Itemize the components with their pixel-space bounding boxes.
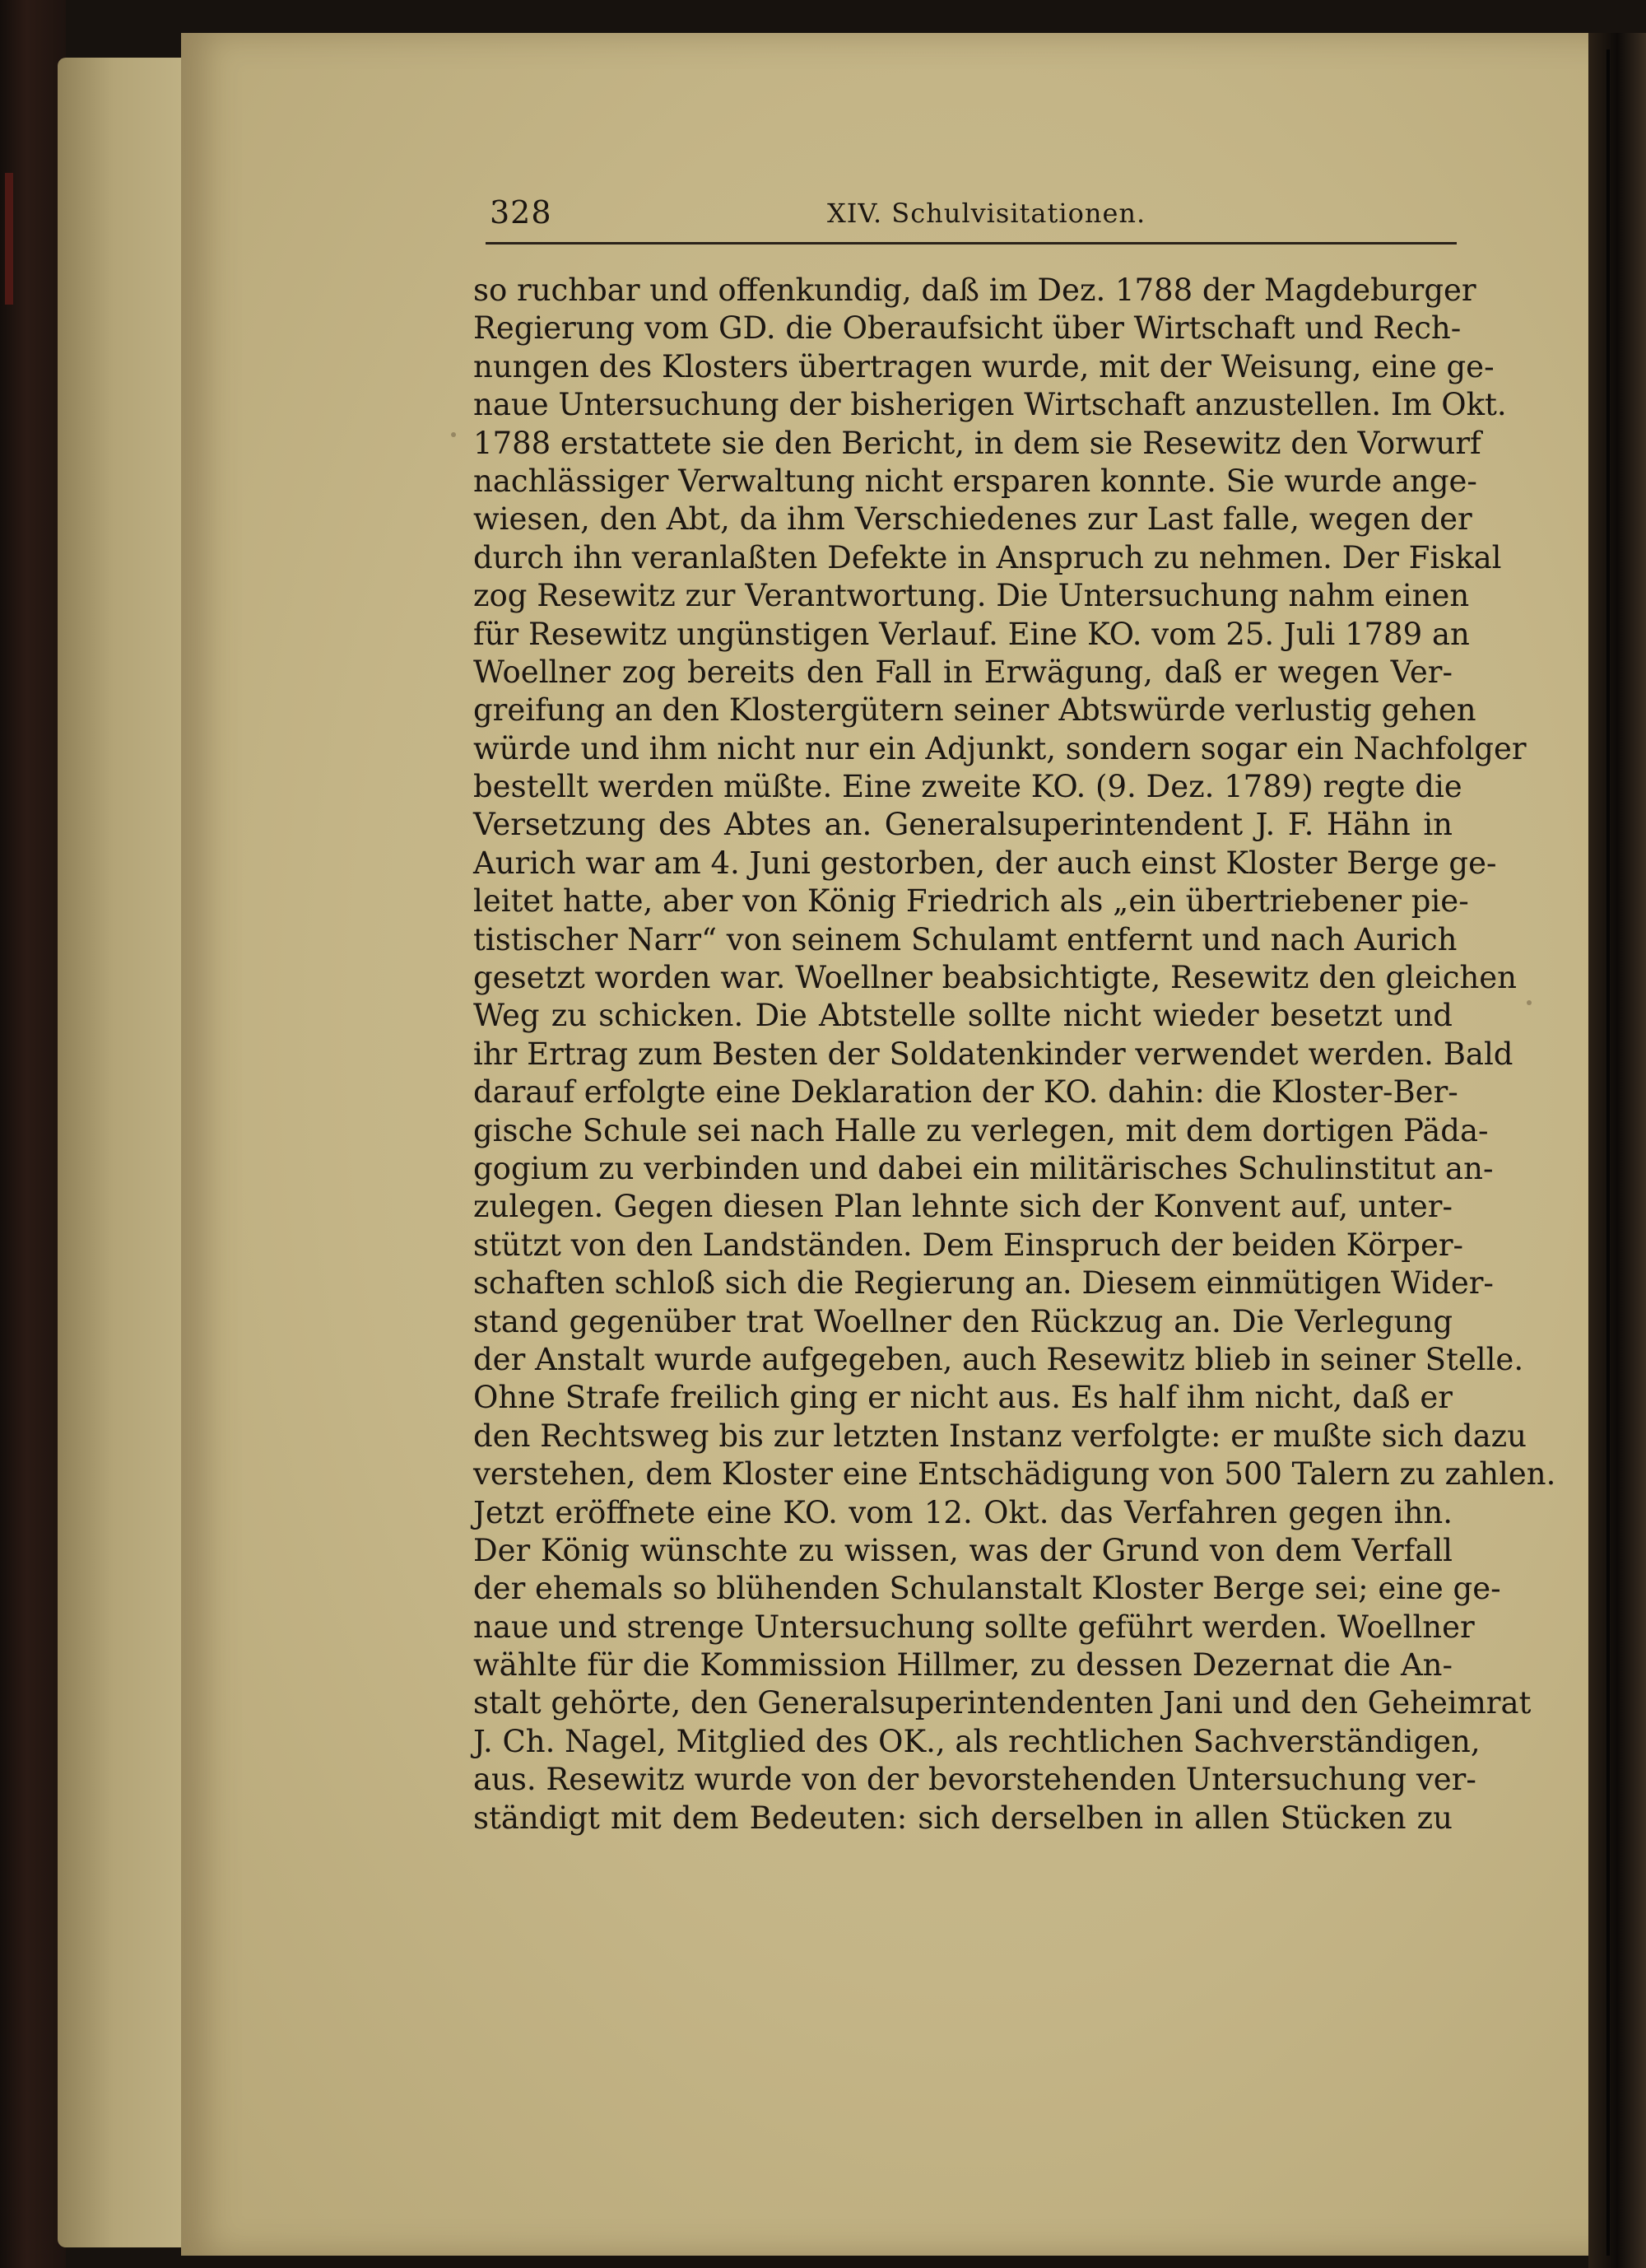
- paper-speck: [1527, 1000, 1532, 1005]
- text-line: Versetzung des Abtes an. Generalsuperintendent J. F. Hähn in: [473, 807, 1453, 843]
- text-line: der Anstalt wurde aufgegeben, auch Resewitz blieb in seiner Stelle.: [473, 1341, 1524, 1377]
- text-line: stalt gehörte, den Generalsuperintendenten Jani und den Geheimrat: [473, 1685, 1532, 1721]
- text-line: Woellner zog bereits den Fall in Erwägung, daß er wegen Ver-: [473, 654, 1453, 690]
- text-line: nungen des Klosters übertragen wurde, mit der Weisung, eine ge-: [473, 348, 1495, 384]
- text-line: ständigt mit dem Bedeuten: sich derselben in allen Stücken zu: [473, 1800, 1453, 1836]
- text-line: naue und strenge Untersuchung sollte geführt werden. Woellner: [473, 1609, 1475, 1645]
- text-line: aus. Resewitz wurde von der bevorstehenden Untersuchung ver-: [473, 1762, 1476, 1798]
- text-line: greifung an den Klostergütern seiner Abtswürde verlustig gehen: [473, 692, 1476, 729]
- running-head: XIV. Schulvisitationen.: [827, 198, 1146, 229]
- page-header: [490, 188, 1453, 237]
- text-line: durch ihn veranlaßten Defekte in Anspruch zu nehmen. Der Fiskal: [473, 539, 1502, 575]
- text-line: J. Ch. Nagel, Mitglied des OK., als rechtlichen Sachverständigen,: [473, 1723, 1481, 1759]
- text-line: verstehen, dem Kloster eine Entschädigung von 500 Talern zu zahlen.: [473, 1456, 1556, 1493]
- text-line: naue Untersuchung der bisherigen Wirtschaft anzustellen. Im Okt.: [473, 387, 1507, 423]
- text-line: so ruchbar und offenkundig, daß im Dez. 1788 der Magdeburger: [473, 272, 1476, 308]
- text-line: Der König wünschte zu wissen, was der Grund von dem Verfall: [473, 1532, 1453, 1568]
- text-line: nachlässiger Verwaltung nicht ersparen konnte. Sie wurde ange-: [473, 463, 1477, 499]
- text-line: zog Resewitz zur Verantwortung. Die Untersuchung nahm einen: [473, 578, 1470, 614]
- book-cover-edge: [0, 0, 66, 2268]
- text-line: den Rechtsweg bis zur letzten Instanz verfolgte: er mußte sich dazu: [473, 1418, 1527, 1454]
- page-stack-edge: [58, 58, 198, 2247]
- text-line: zulegen. Gegen diesen Plan lehnte sich der Konvent auf, unter-: [473, 1189, 1453, 1225]
- cover-red-mark: [5, 173, 13, 305]
- text-line: schaften schloß sich die Regierung an. Diesem einmütigen Wider-: [473, 1265, 1494, 1302]
- text-line: leitet hatte, aber von König Friedrich als „ein übertriebener pie-: [473, 883, 1469, 920]
- text-line: darauf erfolgte eine Deklaration der KO. dahin: die Kloster-Ber-: [473, 1074, 1458, 1111]
- text-line: wählte für die Kommission Hillmer, zu dessen Dezernat die An-: [473, 1647, 1453, 1684]
- right-gutter: [1588, 33, 1646, 2268]
- text-line: wiesen, den Abt, da ihm Verschiedenes zur Last falle, wegen der: [473, 501, 1472, 538]
- text-line: Regierung vom GD. die Oberaufsicht über Wirtschaft und Rech-: [473, 310, 1462, 347]
- text-line: würde und ihm nicht nur ein Adjunkt, sondern sogar ein Nachfolger: [473, 730, 1527, 766]
- text-line: Weg zu schicken. Die Abtstelle sollte nicht wieder besetzt und: [473, 998, 1453, 1034]
- gutter-line: [1606, 49, 1610, 2256]
- text-line: Ohne Strafe freilich ging er nicht aus. Es half ihm nicht, daß er: [473, 1380, 1453, 1416]
- header-rule: [486, 242, 1457, 244]
- text-line: tistischer Narr“ von seinem Schulamt entfernt und nach Aurich: [473, 921, 1458, 957]
- body-text: [473, 272, 1556, 1837]
- text-line: ihr Ertrag zum Besten der Soldatenkinder verwendet werden. Bald: [473, 1036, 1513, 1072]
- text-line: gesetzt worden war. Woellner beabsichtigte, Resewitz den gleichen: [473, 960, 1518, 996]
- text-line: Aurich war am 4. Juni gestorben, der auch einst Kloster Berge ge-: [473, 845, 1497, 881]
- text-line: Jetzt eröffnete eine KO. vom 12. Okt. das Verfahren gegen ihn.: [473, 1494, 1453, 1530]
- text-line: gogium zu verbinden und dabei ein militärisches Schulinstitut an-: [473, 1150, 1494, 1186]
- page-number: 328: [490, 194, 552, 231]
- text-line: bestellt werden müßte. Eine zweite KO. (9. Dez. 1789) regte die: [473, 769, 1462, 805]
- paper-speck: [451, 432, 456, 437]
- text-line: gische Schule sei nach Halle zu verlegen, mit dem dortigen Päda-: [473, 1112, 1489, 1148]
- text-line: stand gegenüber trat Woellner den Rückzug an. Die Verlegung: [473, 1303, 1453, 1339]
- text-line: stützt von den Landständen. Dem Einspruch der beiden Körper-: [473, 1227, 1464, 1263]
- text-line: 1788 erstattete sie den Bericht, in dem sie Resewitz den Vorwurf: [473, 425, 1481, 461]
- text-line: für Resewitz ungünstigen Verlauf. Eine KO. vom 25. Juli 1789 an: [473, 616, 1470, 652]
- text-line: der ehemals so blühenden Schulanstalt Kloster Berge sei; eine ge-: [473, 1571, 1501, 1607]
